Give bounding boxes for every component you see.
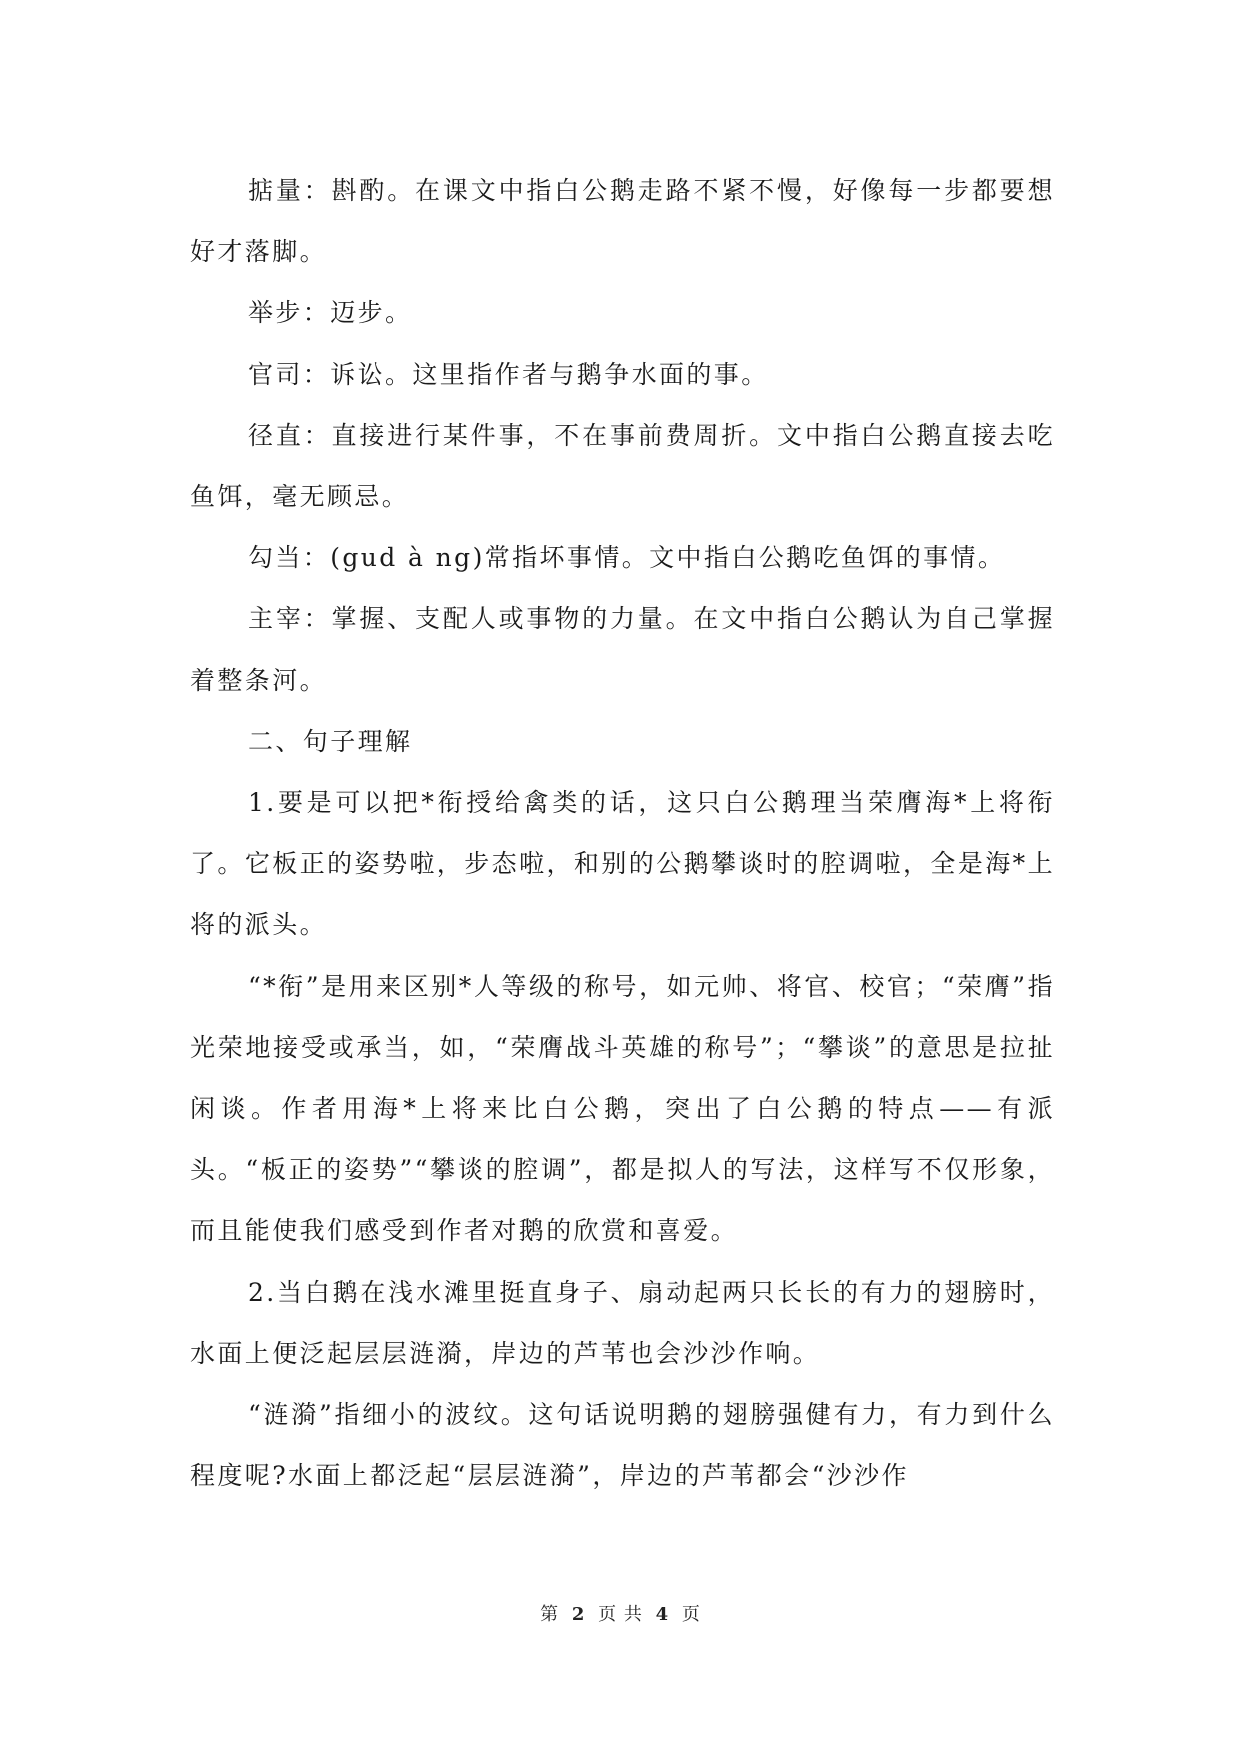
- section-heading-sentence-understanding: 二、句子理解: [248, 726, 413, 756]
- paragraph-explanation-2: “涟漪”指细小的波纹。这句话说明鹅的翅膀强健有力，有力到什么程度呢?水面上都泛起“层层涟漪”，岸边的芦苇都会“沙沙作: [190, 1400, 1055, 1491]
- paragraph-sentence-1: 1.要是可以把*衔授给禽类的话，这只白公鹅理当荣膺海*上将衔了。它板正的姿势啦，步态啦，和别的公鹅攀谈时的腔调啦，全是海*上将的派头。: [190, 788, 1055, 940]
- paragraph-term-jubu: 举步：迈步。: [248, 298, 413, 328]
- page-footer: [0, 1600, 1241, 1626]
- current-page-number: 2: [571, 1604, 586, 1625]
- footer-suffix: 页: [681, 1604, 701, 1625]
- paragraph-term-zhuzai: 主宰：掌握、支配人或事物的力量。在文中指白公鹅认为自己掌握着整条河。: [190, 604, 1055, 695]
- paragraph-term-jingzhi: 径直：直接进行某件事，不在事前费周折。文中指白公鹅直接去吃鱼饵，毫无顾忌。: [190, 420, 1055, 512]
- paragraph-term-guansi: 官司：诉讼。这里指作者与鹅争水面的事。: [248, 359, 769, 389]
- paragraph-term-goudang: 勾当：(gud à ng)常指坏事情。文中指白公鹅吃鱼饵的事情。: [248, 543, 1006, 573]
- paragraph-term-dianliang: 掂量：斟酌。在课文中指白公鹅走路不紧不慢，好像每一步都要想好才落脚。: [190, 176, 1055, 267]
- paragraph-sentence-2: 2.当白鹅在浅水滩里挺直身子、扇动起两只长长的有力的翅膀时，水面上便泛起层层涟漪，岸边的芦苇也会沙沙作响。: [190, 1277, 1055, 1368]
- footer-prefix: 第: [540, 1604, 560, 1625]
- footer-middle: 页 共: [598, 1604, 643, 1625]
- total-pages-number: 4: [655, 1604, 670, 1625]
- document-body: [190, 160, 1055, 1506]
- paragraph-explanation-1: “*衔”是用来区别*人等级的称号，如元帅、将官、校官；“荣膺”指光荣地接受或承当，如，“荣膺战斗英雄的称号”；“攀谈”的意思是拉扯闲谈。作者用海*上将来比白公鹅，突出了白公鹅的特点——有派头。“板正的姿势”“攀谈的腔调”，都是拟人的写法，这样写不仅形象，而且能使我们感受到作者对鹅的欣赏和喜爱。: [190, 971, 1055, 1246]
